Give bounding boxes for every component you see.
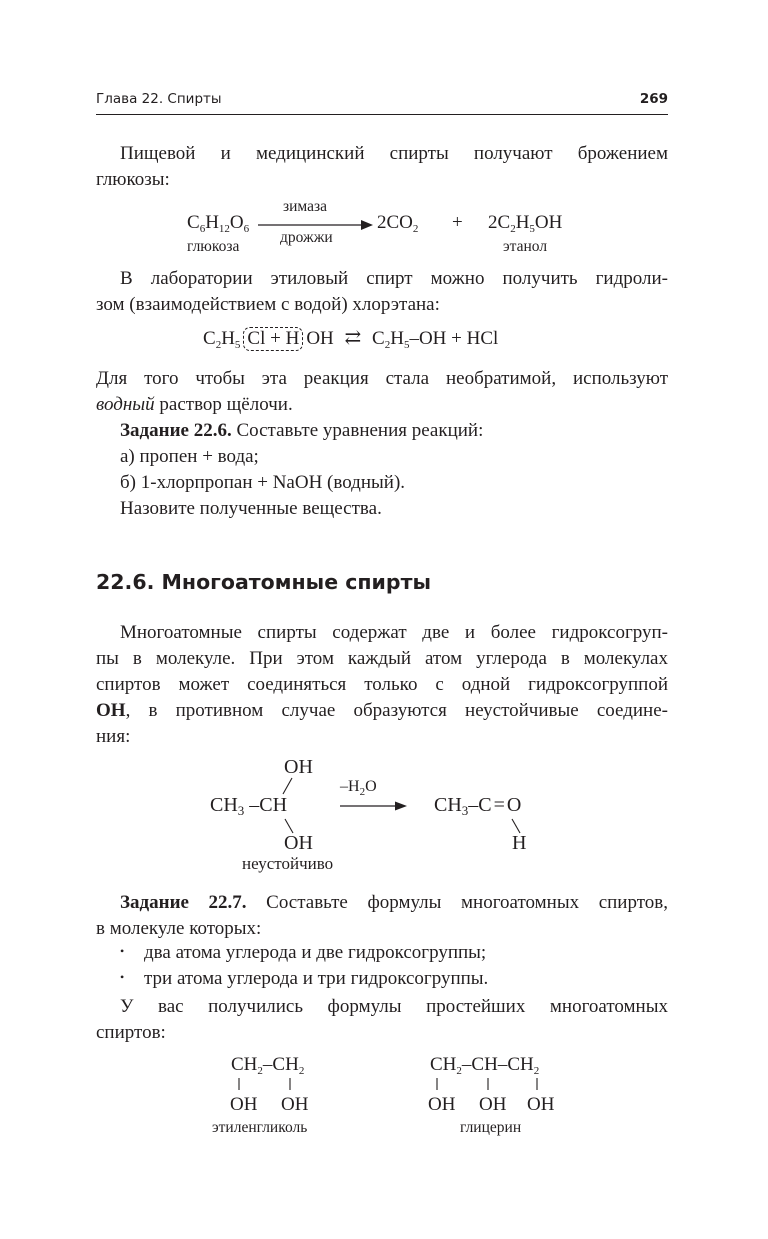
task-22-6 [96, 418, 668, 522]
glycerin-oh-2: OH [479, 1094, 507, 1115]
page-number: 269 [639, 91, 668, 107]
paragraph-simplest-polyols [96, 994, 668, 1046]
product-ethanol: $2C_2H_5OH$ [488, 212, 563, 235]
glycerin-oh-3: OH [527, 1094, 555, 1115]
plus-sign: + [452, 212, 463, 233]
glycol-oh-2: OH [281, 1094, 309, 1115]
arrow-condition-top: зимаза [283, 198, 328, 215]
task-item-a: а) пропен + вода; [120, 446, 259, 467]
bullet-item-1: • два атома углерода и две гидроксогруппы; [120, 942, 487, 963]
glycol-formula: $CH_2-CH_2$ [231, 1054, 305, 1077]
unstable-label: неустойчиво [242, 854, 334, 873]
paragraph-line: ОН, в противном случае образуются неустойчивые соедине- [96, 700, 668, 721]
paragraph-line: ния: [96, 726, 131, 747]
task-22-7 [96, 890, 668, 942]
paragraph-line: В лаборатории этиловый спирт можно получить гидроли- [120, 268, 668, 289]
paragraph-line: Для того чтобы эта реакция стала необратимой, используют [96, 368, 668, 389]
reactant-ch3-ch: $CH_3$ –CH [210, 794, 288, 818]
paragraph-line: спиртов: [96, 1022, 166, 1043]
task-footer: Назовите полученные вещества. [120, 498, 382, 519]
task-item-b: б) 1-хлорпропан + NaOH (водный). [120, 472, 406, 493]
hydrolysis-equation: $C_2H_5$ Cl + H OH ⇄ $C_2H_5-OH$ + HCl [203, 327, 499, 351]
section-title: 22.6. Многоатомные спирты [96, 570, 432, 594]
paragraph-polyols [96, 620, 668, 750]
ethanol-label: этанол [503, 238, 548, 255]
task-heading: Задание 22.7. Составьте формулы многоатомных спиртов, [120, 892, 668, 913]
equilibrium-arrows: ⇄ [344, 327, 362, 349]
glycol-oh-1: OH [230, 1094, 258, 1115]
product-aldehyde: $CH_3-C = O$ [434, 794, 522, 818]
paragraph-line: водный раствор щёлочи. [96, 394, 293, 415]
glycerin-formula: $CH_2-CH-CH_2$ [430, 1054, 540, 1077]
paragraph-line: зом (взаимодействием с водой) хлорэтана: [96, 294, 440, 315]
glycol-vertical-bonds [230, 1076, 300, 1092]
glucose-label: глюкоза [187, 238, 240, 255]
paragraph-line: Пищевой и медицинский спирты получают брожением [120, 143, 668, 164]
paragraph-line: пы в молекуле. При этом каждый атом углерода в молекулах [96, 648, 668, 669]
paragraph-line: глюкозы: [96, 169, 170, 190]
paragraph-line: У вас получились формулы простейших многоатомных [120, 996, 668, 1017]
paragraph-hydrolysis [96, 266, 668, 318]
paragraph-line: Многоатомные спирты содержат две и более гидроксогруп- [120, 622, 668, 643]
bullet-marker: • [120, 944, 125, 958]
paragraph-line: в молекуле которых: [96, 918, 262, 939]
glucose-formula: $C_6H_{12}O_6$ [187, 212, 250, 235]
glycerin-name: глицерин [460, 1119, 522, 1136]
paragraph-irreversible [96, 366, 668, 418]
paragraph-line: спиртов может соединяться только с одной гидроксогруппой [96, 674, 668, 695]
condition-minus-water: $-H_2O$ [340, 778, 377, 798]
running-header-chapter: Глава 22. Спирты [96, 91, 222, 107]
product-co2: $2CO_2$ [377, 212, 419, 235]
oh-top: OH [284, 756, 313, 778]
task-heading: Задание 22.6. Составьте уравнения реакций: [120, 420, 484, 441]
aldehyde-h: H [512, 832, 527, 854]
glycerin-vertical-bonds [428, 1076, 548, 1092]
bullet-item-2: • три атома углерода и три гидроксогруппы. [120, 968, 489, 989]
header-rule [96, 114, 668, 115]
dashed-box-cl-h: Cl + H [243, 327, 303, 351]
reaction-arrow-2 [340, 799, 408, 813]
bond-line-up [280, 776, 300, 796]
glycerin-oh-1: OH [428, 1094, 456, 1115]
bullet-marker: • [120, 970, 125, 984]
arrow-condition-bottom: дрожжи [280, 229, 333, 246]
oh-bottom: OH [284, 832, 313, 854]
paragraph-fermentation [96, 141, 668, 193]
glycol-name: этиленгликоль [212, 1119, 308, 1136]
